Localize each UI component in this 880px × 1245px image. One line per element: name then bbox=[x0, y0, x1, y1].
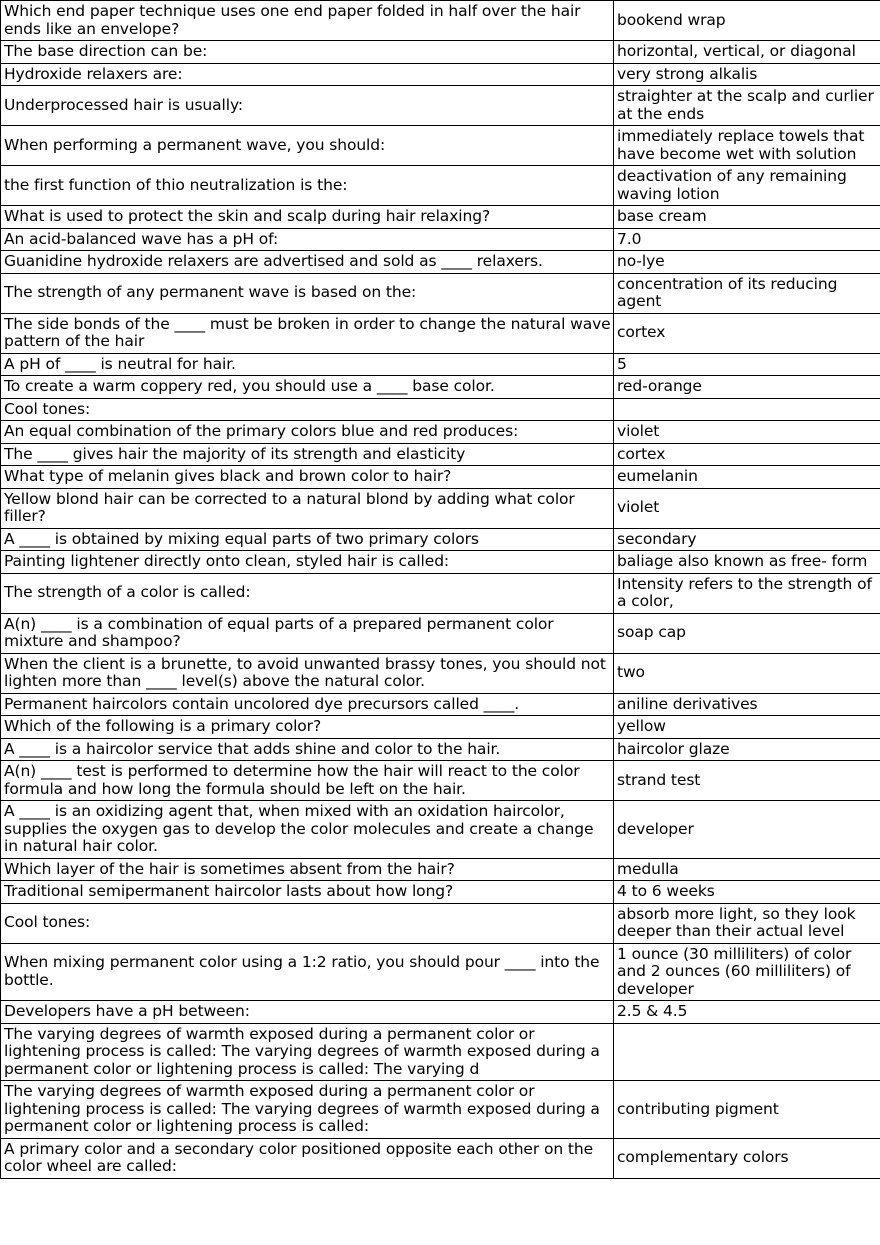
question-cell: What is used to protect the skin and scalp during hair relaxing? bbox=[1, 206, 614, 229]
answer-cell: absorb more light, so they look deeper than their actual level bbox=[614, 903, 880, 943]
table-row bbox=[1, 353, 880, 376]
answer-cell: medulla bbox=[614, 858, 880, 881]
question-cell: Cool tones: bbox=[1, 903, 614, 943]
question-cell: the first function of thio neutralization is the: bbox=[1, 166, 614, 206]
question-cell: Underprocessed hair is usually: bbox=[1, 86, 614, 126]
question-cell: Developers have a pH between: bbox=[1, 1001, 614, 1024]
answer-cell: 2.5 & 4.5 bbox=[614, 1001, 880, 1024]
answer-cell: soap cap bbox=[614, 613, 880, 653]
table-row bbox=[1, 488, 880, 528]
question-cell: An equal combination of the primary colors blue and red produces: bbox=[1, 421, 614, 444]
question-cell: Which end paper technique uses one end paper folded in half over the hair ends like an envelope? bbox=[1, 1, 614, 41]
question-cell: Which layer of the hair is sometimes absent from the hair? bbox=[1, 858, 614, 881]
table-row bbox=[1, 166, 880, 206]
table-row bbox=[1, 573, 880, 613]
question-cell: The varying degrees of warmth exposed during a permanent color or lightening process is called: The varying degrees of warmth exposed during a permanent color or lightening process is called: The varying d bbox=[1, 1023, 614, 1081]
answer-cell: haircolor glaze bbox=[614, 738, 880, 761]
table-row bbox=[1, 1023, 880, 1081]
table-row bbox=[1, 858, 880, 881]
table-row bbox=[1, 761, 880, 801]
table-row bbox=[1, 126, 880, 166]
table-row bbox=[1, 421, 880, 444]
table-row bbox=[1, 1081, 880, 1139]
question-cell: Guanidine hydroxide relaxers are advertised and sold as ____ relaxers. bbox=[1, 251, 614, 274]
answer-cell: base cream bbox=[614, 206, 880, 229]
answer-cell: 7.0 bbox=[614, 228, 880, 251]
answer-cell: 1 ounce (30 milliliters) of color and 2 ounces (60 milliliters) of developer bbox=[614, 943, 880, 1001]
table-row bbox=[1, 466, 880, 489]
answer-cell: strand test bbox=[614, 761, 880, 801]
table-row bbox=[1, 528, 880, 551]
answer-cell: immediately replace towels that have become wet with solution bbox=[614, 126, 880, 166]
answer-cell: secondary bbox=[614, 528, 880, 551]
question-cell: A ____ is obtained by mixing equal parts of two primary colors bbox=[1, 528, 614, 551]
question-cell: Cool tones: bbox=[1, 398, 614, 421]
question-cell: Traditional semipermanent haircolor lasts about how long? bbox=[1, 881, 614, 904]
table-row bbox=[1, 86, 880, 126]
table-row bbox=[1, 313, 880, 353]
table-row bbox=[1, 443, 880, 466]
answer-cell: 5 bbox=[614, 353, 880, 376]
answer-cell: contributing pigment bbox=[614, 1081, 880, 1139]
table-row bbox=[1, 63, 880, 86]
answer-cell: red-orange bbox=[614, 376, 880, 399]
table-row bbox=[1, 551, 880, 574]
table-row bbox=[1, 1001, 880, 1024]
answer-cell: very strong alkalis bbox=[614, 63, 880, 86]
table-row bbox=[1, 376, 880, 399]
answer-cell: cortex bbox=[614, 313, 880, 353]
table-row bbox=[1, 943, 880, 1001]
answer-cell: two bbox=[614, 653, 880, 693]
table-row bbox=[1, 903, 880, 943]
table-row bbox=[1, 653, 880, 693]
answer-cell: concentration of its reducing agent bbox=[614, 273, 880, 313]
question-cell: The ____ gives hair the majority of its strength and elasticity bbox=[1, 443, 614, 466]
table-row bbox=[1, 613, 880, 653]
question-cell: What type of melanin gives black and brown color to hair? bbox=[1, 466, 614, 489]
table-row bbox=[1, 801, 880, 859]
question-cell: A primary color and a secondary color positioned opposite each other on the color wheel are called: bbox=[1, 1138, 614, 1178]
table-row bbox=[1, 881, 880, 904]
answer-cell: baliage also known as free- form bbox=[614, 551, 880, 574]
question-cell: A pH of ____ is neutral for hair. bbox=[1, 353, 614, 376]
table-row bbox=[1, 273, 880, 313]
answer-cell: yellow bbox=[614, 716, 880, 739]
table-row bbox=[1, 228, 880, 251]
table-row bbox=[1, 398, 880, 421]
answer-cell: Intensity refers to the strength of a color, bbox=[614, 573, 880, 613]
answer-cell: eumelanin bbox=[614, 466, 880, 489]
question-cell: A(n) ____ test is performed to determine how the hair will react to the color formula and how long the formula should be left on the hair. bbox=[1, 761, 614, 801]
answer-cell: 4 to 6 weeks bbox=[614, 881, 880, 904]
table-row bbox=[1, 251, 880, 274]
flashcard-table-body bbox=[1, 1, 880, 1179]
table-row bbox=[1, 1, 880, 41]
answer-cell: aniline derivatives bbox=[614, 693, 880, 716]
question-cell: An acid-balanced wave has a pH of: bbox=[1, 228, 614, 251]
table-row bbox=[1, 206, 880, 229]
table-row bbox=[1, 716, 880, 739]
question-cell: When mixing permanent color using a 1:2 ratio, you should pour ____ into the bottle. bbox=[1, 943, 614, 1001]
question-cell: To create a warm coppery red, you should use a ____ base color. bbox=[1, 376, 614, 399]
answer-cell bbox=[614, 1023, 880, 1081]
answer-cell bbox=[614, 398, 880, 421]
question-cell: The strength of any permanent wave is based on the: bbox=[1, 273, 614, 313]
answer-cell: straighter at the scalp and curlier at the ends bbox=[614, 86, 880, 126]
answer-cell: deactivation of any remaining waving lotion bbox=[614, 166, 880, 206]
question-cell: Hydroxide relaxers are: bbox=[1, 63, 614, 86]
question-cell: A ____ is an oxidizing agent that, when mixed with an oxidation haircolor, supplies the oxygen gas to develop the color molecules and create a change in natural hair color. bbox=[1, 801, 614, 859]
answer-cell: bookend wrap bbox=[614, 1, 880, 41]
answer-cell: developer bbox=[614, 801, 880, 859]
question-cell: Yellow blond hair can be corrected to a natural blond by adding what color filler? bbox=[1, 488, 614, 528]
question-cell: Permanent haircolors contain uncolored dye precursors called ____. bbox=[1, 693, 614, 716]
table-row bbox=[1, 693, 880, 716]
answer-cell: no-lye bbox=[614, 251, 880, 274]
answer-cell: horizontal, vertical, or diagonal bbox=[614, 41, 880, 64]
table-row bbox=[1, 738, 880, 761]
question-cell: The varying degrees of warmth exposed during a permanent color or lightening process is called: The varying degrees of warmth exposed during a permanent color or lightening process is called: bbox=[1, 1081, 614, 1139]
table-row bbox=[1, 41, 880, 64]
question-cell: Painting lightener directly onto clean, styled hair is called: bbox=[1, 551, 614, 574]
question-cell: The base direction can be: bbox=[1, 41, 614, 64]
question-cell: When performing a permanent wave, you should: bbox=[1, 126, 614, 166]
question-cell: A(n) ____ is a combination of equal parts of a prepared permanent color mixture and shampoo? bbox=[1, 613, 614, 653]
answer-cell: cortex bbox=[614, 443, 880, 466]
answer-cell: violet bbox=[614, 488, 880, 528]
question-cell: When the client is a brunette, to avoid unwanted brassy tones, you should not lighten more than ____ level(s) above the natural color. bbox=[1, 653, 614, 693]
answer-cell: violet bbox=[614, 421, 880, 444]
table-row bbox=[1, 1138, 880, 1178]
answer-cell: complementary colors bbox=[614, 1138, 880, 1178]
question-cell: Which of the following is a primary color? bbox=[1, 716, 614, 739]
question-cell: A ____ is a haircolor service that adds shine and color to the hair. bbox=[1, 738, 614, 761]
question-cell: The side bonds of the ____ must be broken in order to change the natural wave pattern of the hair bbox=[1, 313, 614, 353]
question-cell: The strength of a color is called: bbox=[1, 573, 614, 613]
